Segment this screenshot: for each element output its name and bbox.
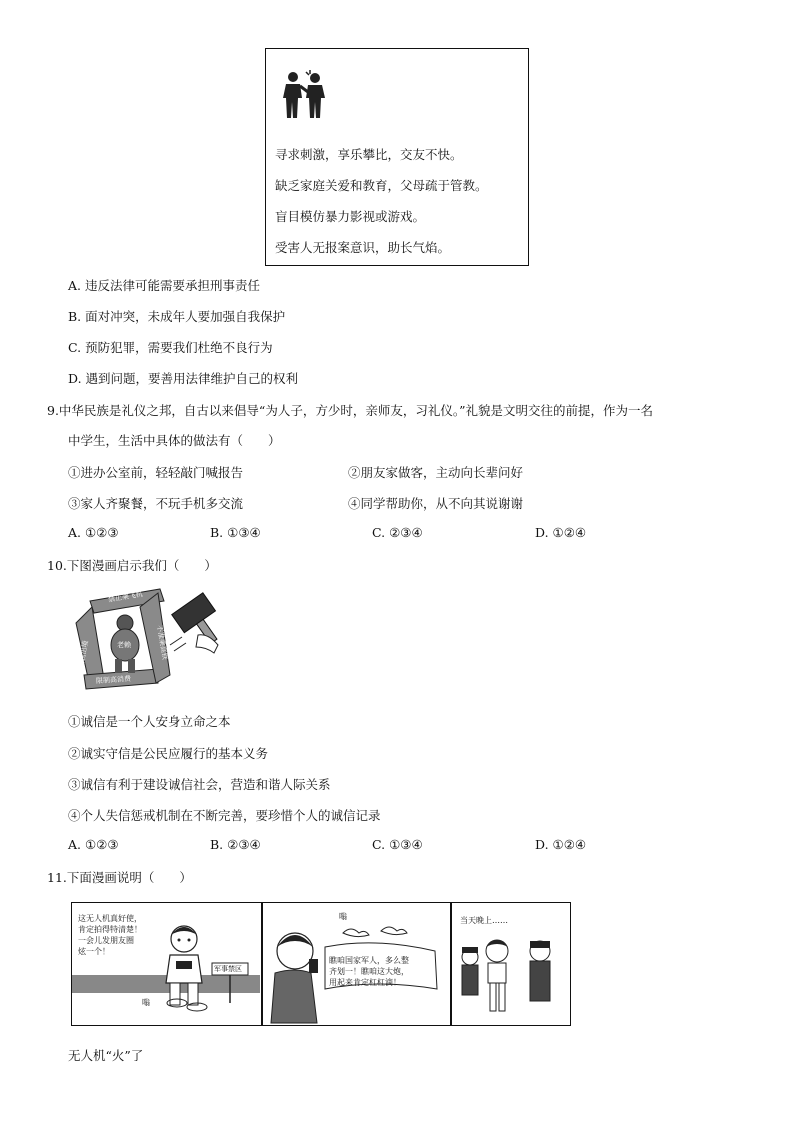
q8-option-d: D. 遇到问题，要善用法律维护自己的权利: [68, 371, 299, 386]
panel1-sign: 军事禁区: [214, 965, 242, 973]
panel1-text-1: 这无人机真好使，: [78, 914, 142, 923]
panel3-text: 当天晚上……: [460, 916, 508, 925]
q9-item-1: ①进办公室前，轻轻敲门喊报告: [68, 465, 244, 480]
q10-item-2: ②诚实守信是公民应履行的基本义务: [68, 746, 269, 761]
panel1-text-3: 一会儿发朋友圈: [78, 936, 134, 945]
panel1-text-2: 肯定拍得特清楚！: [78, 925, 142, 934]
panel1-sound: 嗡: [142, 998, 150, 1007]
q10-item-1: ①诚信是一个人安身立命之本: [68, 714, 231, 729]
q11-comic-panel-2: [262, 902, 451, 1026]
two-people-icon: [276, 69, 332, 121]
q11-stem: 11.下面漫画说明（ ）: [47, 870, 192, 885]
q9-choice-c: C. ②③④: [372, 525, 423, 540]
q9-item-3: ③家人齐聚餐，不玩手机多交流: [68, 496, 244, 511]
q8-box-line-2: 缺乏家庭关爱和教育，父母疏于管教。: [275, 178, 488, 193]
q9-item-2: ②朋友家做客，主动向长辈问好: [348, 465, 524, 480]
q10-choice-b: B. ②③④: [210, 837, 261, 852]
q11-comic-panel-1: [71, 902, 262, 1026]
q9-choice-a: A. ①②③: [68, 525, 119, 540]
q9-item-4: ④同学帮助你，从不向其说谢谢: [348, 496, 524, 511]
q8-box-line-4: 受害人无报案意识，助长气焰。: [275, 240, 451, 255]
q11-comic-panel-3: [451, 902, 571, 1026]
q10-choice-a: A. ①②③: [68, 837, 119, 852]
panel2-sound-1: 嗡: [339, 912, 347, 921]
q9-stem-line-1: 9.中华民族是礼仪之邦，自古以来倡导“为人子，方少时，亲师友，习礼仪。”礼貌是文明交往的前提，作为一名: [47, 403, 653, 418]
q8-option-b: B. 面对冲突，未成年人要加强自我保护: [68, 309, 286, 324]
cartoon-label-no-train: 不准乘高铁: [155, 624, 169, 661]
cartoon-label-laolai: 老赖: [117, 641, 131, 649]
q9-choice-b: B. ①③④: [210, 525, 261, 540]
panel2-text-1: 瞧咱国家军人，多么整: [329, 956, 409, 965]
panel2-text-2: 齐划一！瞧咱这大炮，: [329, 967, 409, 976]
q10-choice-c: C. ①③④: [372, 837, 423, 852]
q8-box-line-1: 寻求刺激，享乐攀比，交友不快。: [275, 147, 463, 162]
q11-caption: 无人机“火”了: [68, 1048, 144, 1063]
q9-stem-line-2: 中学生，生活中具体的做法有（ ）: [68, 433, 281, 448]
q8-option-c: C. 预防犯罪，需要我们杜绝不良行为: [68, 340, 273, 355]
q8-material-box: [265, 48, 529, 266]
q8-option-a: A. 违反法律可能需要承担刑事责任: [68, 278, 260, 293]
cartoon-label-consumption: 限制高消费: [95, 674, 132, 686]
q9-choice-d: D. ①②④: [535, 525, 587, 540]
panel1-text-4: 炫一个！: [78, 947, 110, 956]
q10-cartoon: [70, 583, 230, 701]
panel2-text-3: 用起来肯定杠杠滴！: [329, 978, 401, 987]
cartoon-label-no-plane: 禁止乘飞机: [107, 590, 144, 604]
cartoon-label-exit: 限制出境: [77, 639, 90, 669]
q10-item-4: ④个人失信惩戒机制在不断完善，要珍惜个人的诚信记录: [68, 808, 381, 823]
q10-stem: 10.下图漫画启示我们（ ）: [47, 558, 217, 573]
q10-choice-d: D. ①②④: [535, 837, 587, 852]
q10-item-3: ③诚信有利于建设诚信社会，营造和谐人际关系: [68, 777, 331, 792]
q8-box-line-3: 盲目模仿暴力影视或游戏。: [275, 209, 426, 224]
